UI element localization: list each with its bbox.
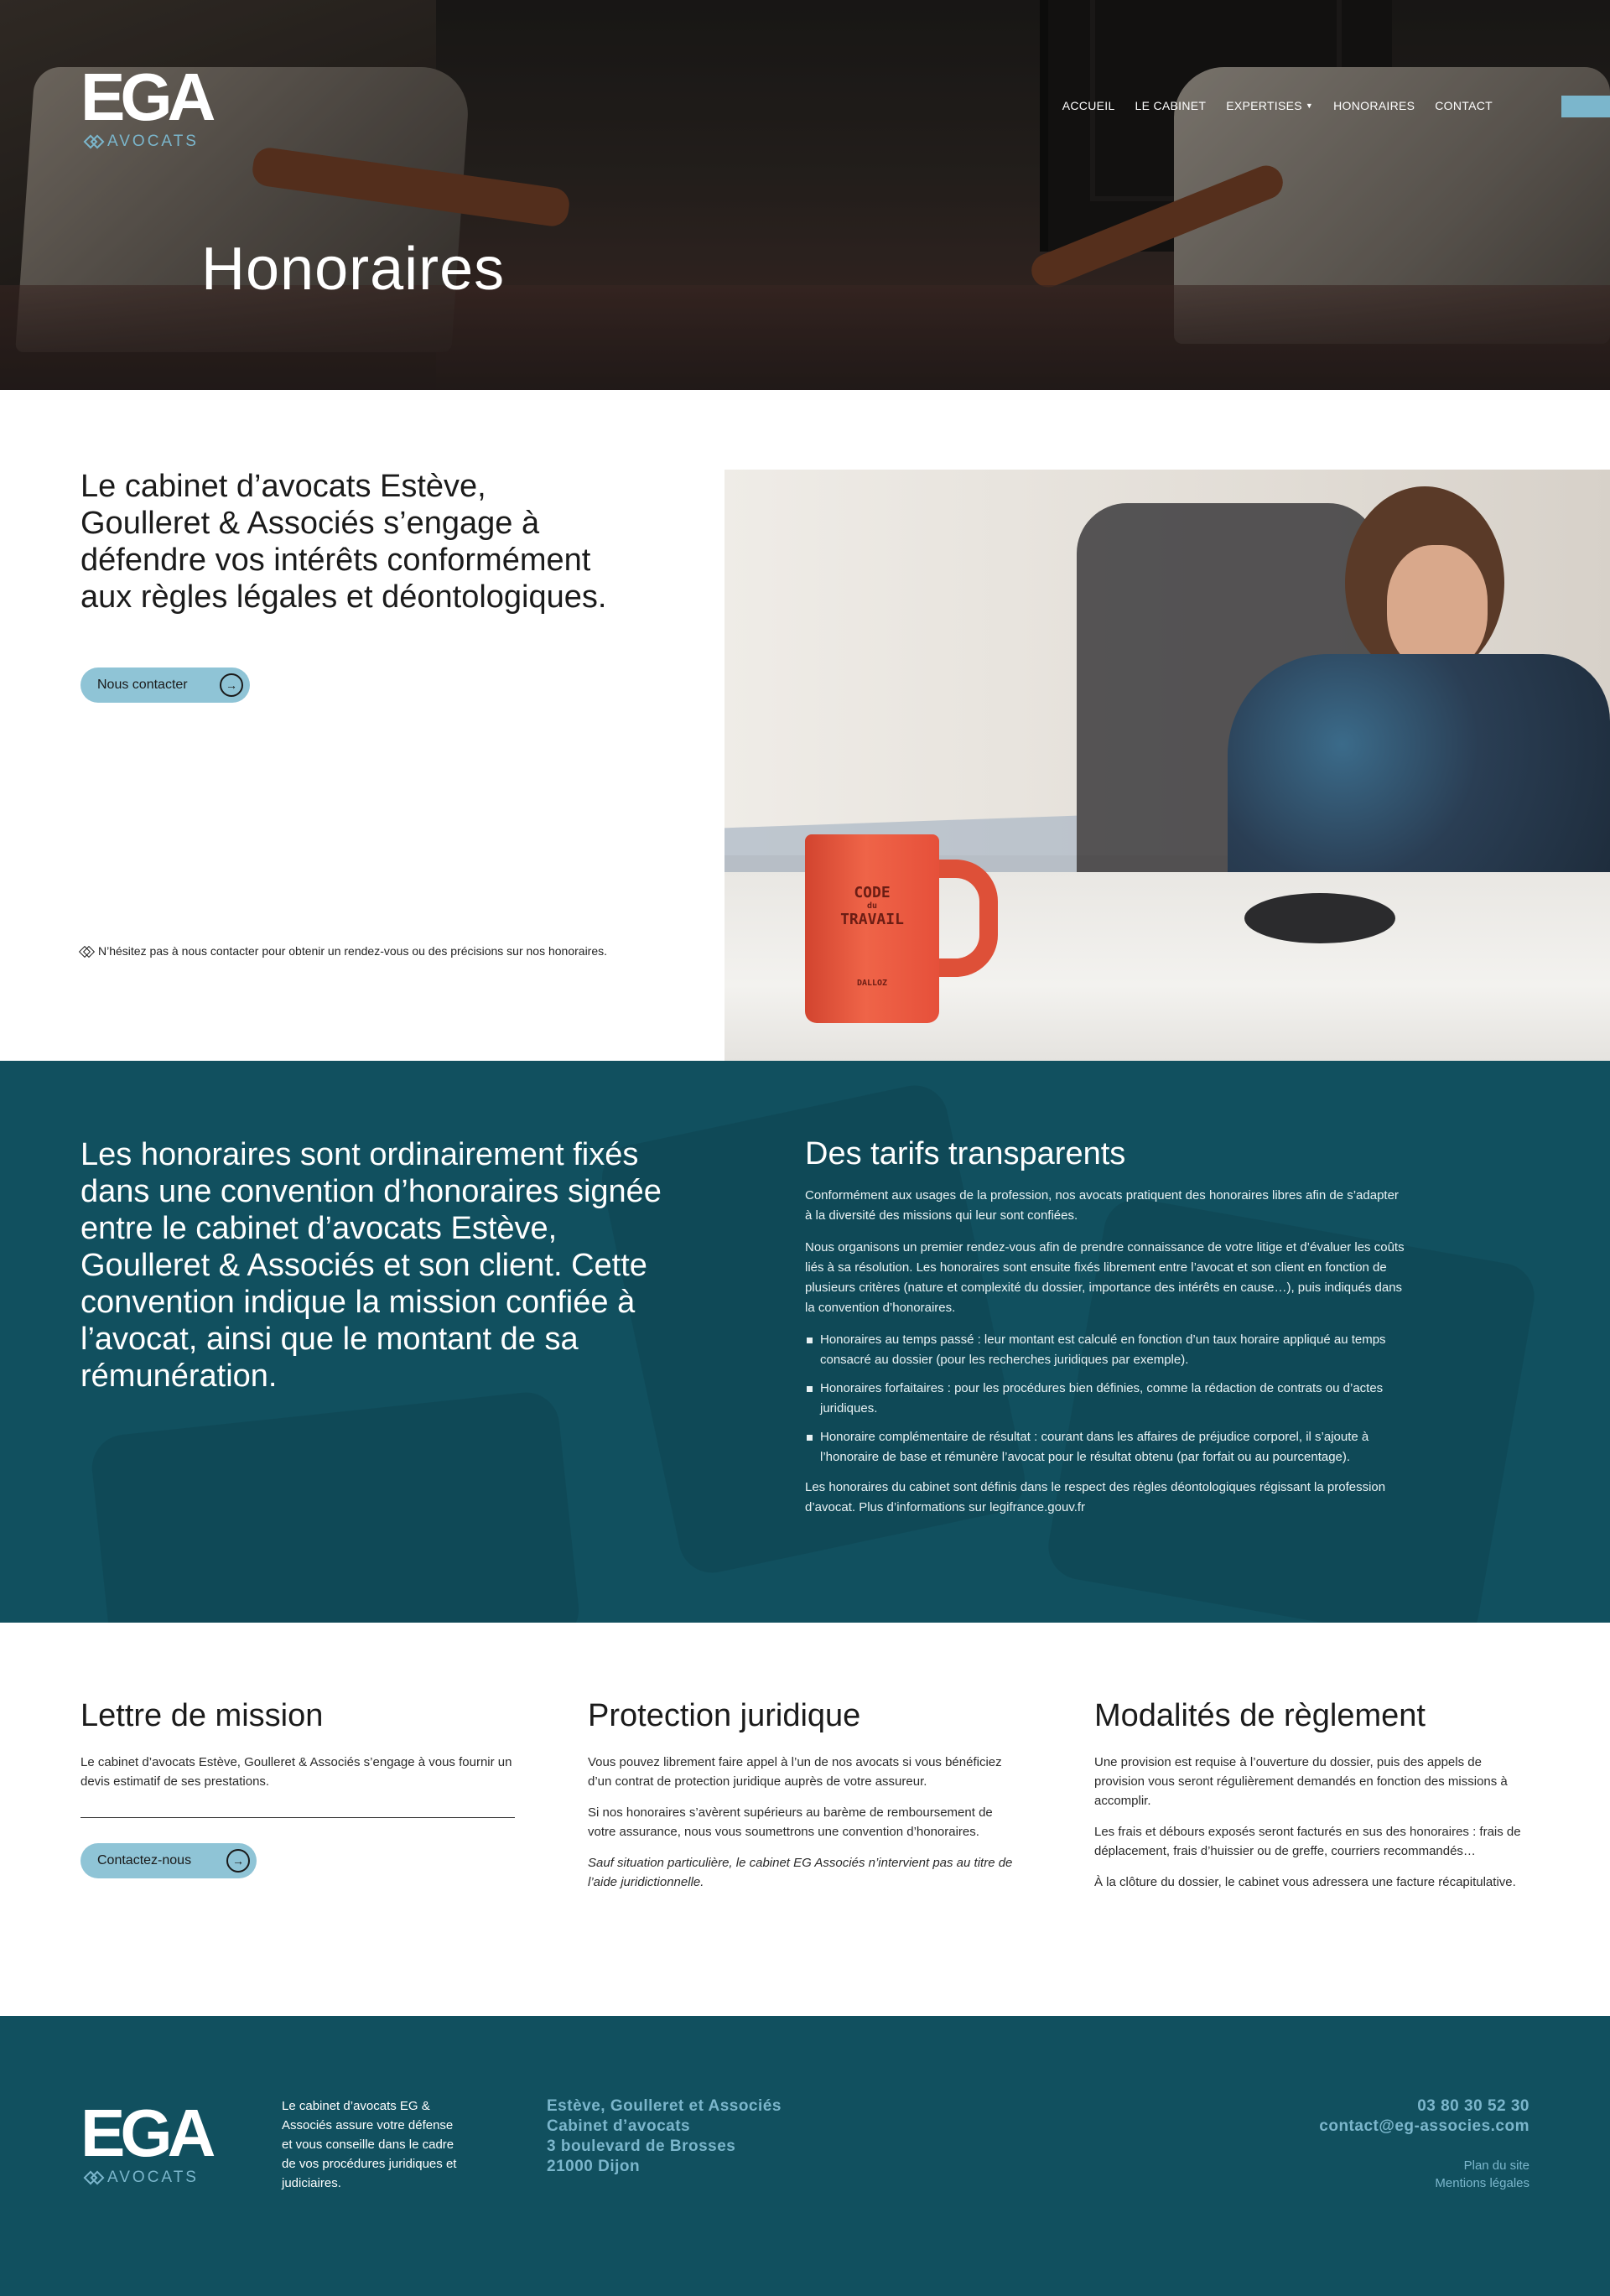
fees-paragraph-2: Nous organisons un premier rendez-vous afin de prendre connaissance de votre litige et d’évaluer les coûts liés à sa résolution. Les honoraires sont ensuite fixés librement entre l’avocat et son client en fonction de plusieurs critères (nature et complexité du dossier, importance des intérêts en cause…), puis indiqués dans la convention d’honoraires. [805,1240,1405,1315]
legal-protection-text-2: Si nos honoraires s’avèrent supérieurs au barème de remboursement de votre assurance, nous vous soumettrons une convention d’honoraires. [588,1805,993,1839]
caret-down-icon: ▼ [1305,101,1314,110]
footer-logo[interactable] [80,2096,211,2187]
divider [80,1817,515,1818]
fees-quote: Les honoraires sont ordinairement fixés dans une convention d’honoraires signée entre le cabinet d’avocats Estève, Goulleret & Associés et son client. Cette convention indique la mission confiée à l’avocat, ainsi que le montant de sa rémunération. [80,1137,662,1394]
payment-terms-text-1: Une provision est requise à l’ouverture du dossier, puis des appels de provision vous seront régulièrement demandés en fonction des missions à accomplir. [1094,1755,1508,1808]
payment-terms-text-2: Les frais et débours exposés seront facturés en sus des honoraires : frais de déplacement, frais d’huissier ou de greffe, courriers recommandés… [1094,1825,1521,1858]
contact-button[interactable] [80,668,250,703]
arrow-right-icon: → [226,1849,250,1873]
main-navigation [1062,99,1493,112]
nav-item-expertises-label: EXPERTISES [1226,99,1302,112]
logo-subtitle [86,2169,210,2187]
intro-note [80,941,617,961]
payment-terms-column [1094,1698,1530,1904]
legal-notice-link[interactable]: Mentions légales [1435,2176,1530,2190]
hero-banner [0,0,1610,390]
transparent-fees-title: Des tarifs transparents [805,1136,1126,1171]
contact-button-label: Nous contacter [97,678,188,692]
contactez-nous-button[interactable] [80,1843,257,1878]
legal-protection-text-3: Sauf situation particulière, le cabinet EG Associés n’intervient pas au titre de l’aide juridictionnelle. [588,1856,1013,1889]
office-photo [724,470,1610,1061]
address-line: Cabinet d’avocats [547,2117,691,2135]
list-item: Honoraires forfaitaires : pour les procédures bien définies, comme la rédaction de contrats ou d’actes juridiques. [805,1379,1409,1419]
nav-item-honoraires[interactable]: HONORAIRES [1333,99,1415,112]
logo-subtitle-text: AVOCATS [107,132,199,150]
address-line: Estève, Goulleret et Associés [547,2097,782,2115]
diamond-icon [80,948,93,956]
info-columns [80,1698,1530,1966]
phone-link[interactable]: 03 80 30 52 30 [1417,2097,1530,2115]
nav-item-contact[interactable]: CONTACT [1435,99,1493,112]
logo-subtitle-text: AVOCATS [107,2169,199,2186]
page-title: Honoraires [201,236,506,303]
legal-protection-column [588,1698,1024,1904]
transparent-fees-block [805,1136,1409,1530]
payment-terms-text-3: À la clôture du dossier, le cabinet vous adressera une facture récapitulative. [1094,1875,1516,1889]
header-logo[interactable] [80,60,211,151]
arrow-right-icon: → [220,673,243,697]
contactez-nous-label: Contactez-nous [97,1853,192,1867]
logo-subtitle [86,132,210,151]
mission-letter-column [80,1698,517,1867]
sitemap-link[interactable]: Plan du site [1463,2158,1530,2173]
fees-section [0,1061,1610,1623]
list-item: Honoraire complémentaire de résultat : courant dans les affaires de préjudice corporel, il s’ajoute à l’honoraire de base et rémunère l’avocat pour le résultat obtenu (par forfait ou au pourcentage). [805,1427,1409,1467]
mission-letter-title: Lettre de mission [80,1698,324,1733]
footer-links [1435,2157,1530,2192]
site-footer [0,2016,1610,2296]
nav-item-expertises[interactable] [1226,99,1313,112]
mug-label: CODE du TRAVAIL DALLOZ [840,884,904,988]
list-item: Honoraires au temps passé : leur montant est calculé en fonction d’un taux horaire appliqué au temps consacré au dossier (pour les recherches juridiques par exemple). [805,1330,1409,1370]
nav-item-accueil[interactable]: ACCUEIL [1062,99,1115,112]
fees-paragraph-1: Conformément aux usages de la profession, nos avocats pratiquent des honoraires libres afin de s’adapter à la diversité des missions qui leur sont confiées. [805,1188,1399,1223]
intro-heading: Le cabinet d’avocats Estève, Goulleret & Associés s’engage à défendre vos intérêts conformément aux règles légales et déontologiques. [80,469,607,615]
email-link[interactable]: contact@eg-associes.com [1319,2117,1530,2135]
nav-item-le-cabinet[interactable]: LE CABINET [1135,99,1207,112]
payment-terms-title: Modalités de règlement [1094,1698,1426,1733]
footer-about-text: Le cabinet d’avocats EG & Associés assure votre défense et vous conseille dans le cadre de vos procédures juridiques et judiciaires. [282,2099,457,2190]
hero-overlay [0,0,1610,390]
legal-protection-title: Protection juridique [588,1698,861,1733]
logo-mark: EGA [80,60,211,134]
address-line: 3 boulevard de Brosses [547,2138,736,2155]
address-line: 21000 Dijon [547,2158,641,2175]
legal-protection-text-1: Vous pouvez librement faire appel à l’un de nos avocats si vous bénéficiez d’un contrat de protection juridique auprès de votre assureur. [588,1755,1002,1789]
footer-contact [1319,2096,1530,2137]
menu-toggle-tab[interactable] [1561,96,1610,117]
fees-list [805,1330,1409,1467]
mission-letter-text: Le cabinet d’avocats Estève, Goulleret & Associés s’engage à vous fournir un devis estimatif de ses prestations. [80,1755,512,1789]
fees-paragraph-3: Les honoraires du cabinet sont définis dans le respect des règles déontologiques régissant la profession d’avocat. Plus d’informations sur legifrance.gouv.fr [805,1480,1386,1514]
logo-mark: EGA [80,2096,211,2170]
intro-note-text: N’hésitez pas à nous contacter pour obtenir un rendez-vous ou des précisions sur nos honoraires. [98,944,608,958]
footer-address [547,2096,782,2177]
